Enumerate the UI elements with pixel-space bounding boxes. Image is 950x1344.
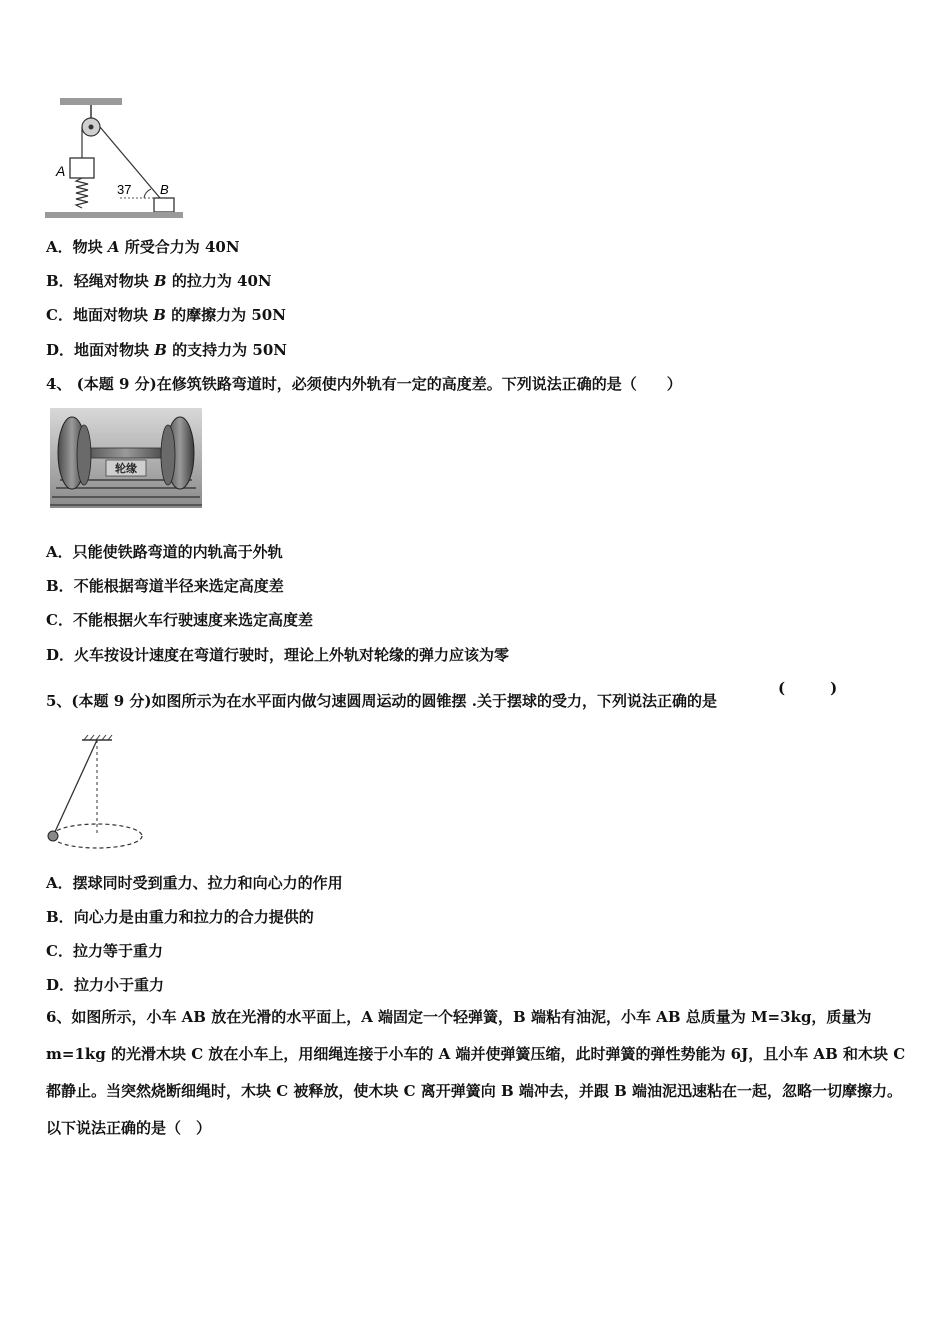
q4-stem: 4、 (本题 9 分)在修筑铁路弯道时，必须使内外轨有一定的高度差。下列说法正确的是（ ） bbox=[46, 375, 682, 393]
q4-option-c: C．不能根据火车行驶速度来选定高度差 bbox=[46, 611, 313, 629]
angle-label: 37 bbox=[117, 182, 132, 197]
conical-pendulum-figure bbox=[40, 732, 150, 854]
q5-option-c: C．拉力等于重力 bbox=[46, 942, 163, 960]
q5-option-d: D．拉力小于重力 bbox=[46, 976, 165, 994]
q4-option-b: B．不能根据弯道半径来选定高度差 bbox=[46, 577, 284, 595]
q5-option-a: A．摆球同时受到重力、拉力和向心力的作用 bbox=[46, 874, 343, 892]
q3-option-a: A．物块 A 所受合力为 40N bbox=[46, 238, 240, 256]
q4-option-a: A．只能使铁路弯道的内轨高于外轨 bbox=[46, 543, 283, 561]
q5-answer-paren: ( ) bbox=[778, 679, 838, 697]
label-b: B bbox=[160, 182, 169, 197]
axle bbox=[80, 448, 172, 458]
block-b bbox=[154, 198, 174, 212]
q3-option-d: D．地面对物块 B 的支持力为 50N bbox=[46, 341, 287, 359]
pendulum-bob bbox=[48, 831, 58, 841]
ground bbox=[45, 212, 183, 218]
spring bbox=[76, 178, 88, 208]
pendulum-string bbox=[54, 740, 97, 834]
label-a: A bbox=[56, 163, 66, 179]
q3-option-c: C．地面对物块 B 的摩擦力为 50N bbox=[46, 306, 286, 324]
q3-option-b: B．轻绳对物块 B 的拉力为 40N bbox=[46, 272, 272, 290]
train-wheel-figure bbox=[50, 408, 202, 508]
pulley-spring-figure bbox=[40, 92, 190, 227]
q6-stem: 6、如图所示，小车 AB 放在光滑的水平面上，A 端固定一个轻弹簧，B 端粘有油泥，小车 AB 总质量为 M=3kg，质量为 m=1kg 的光滑木块 C 放在小车上，用细绳连接于小车的 A 端并使弹簧压缩，此时弹簧的弹性势能为 6J，且小车 AB 和木块 C 都静止。当突然烧断细绳时，木块 C 被释放，使木块 C 离开弹簧向 B 端冲去，并跟 B 端油泥迅速粘在一起，忽略一切摩擦力。以下说法正确的是（ ） bbox=[46, 1008, 906, 1137]
ceiling bbox=[60, 98, 122, 105]
q4-option-d: D．火车按设计速度在弯道行驶时，理论上外轨对轮缘的弹力应该为零 bbox=[46, 646, 510, 664]
block-a bbox=[70, 158, 94, 178]
q5-stem: 5、(本题 9 分)如图所示为在水平面内做匀速圆周运动的圆锥摆 .关于摆球的受力，下列说法正确的是 bbox=[46, 692, 717, 710]
flange-label: 轮缘 bbox=[115, 462, 137, 475]
q5-option-b: B．向心力是由重力和拉力的合力提供的 bbox=[46, 908, 314, 926]
